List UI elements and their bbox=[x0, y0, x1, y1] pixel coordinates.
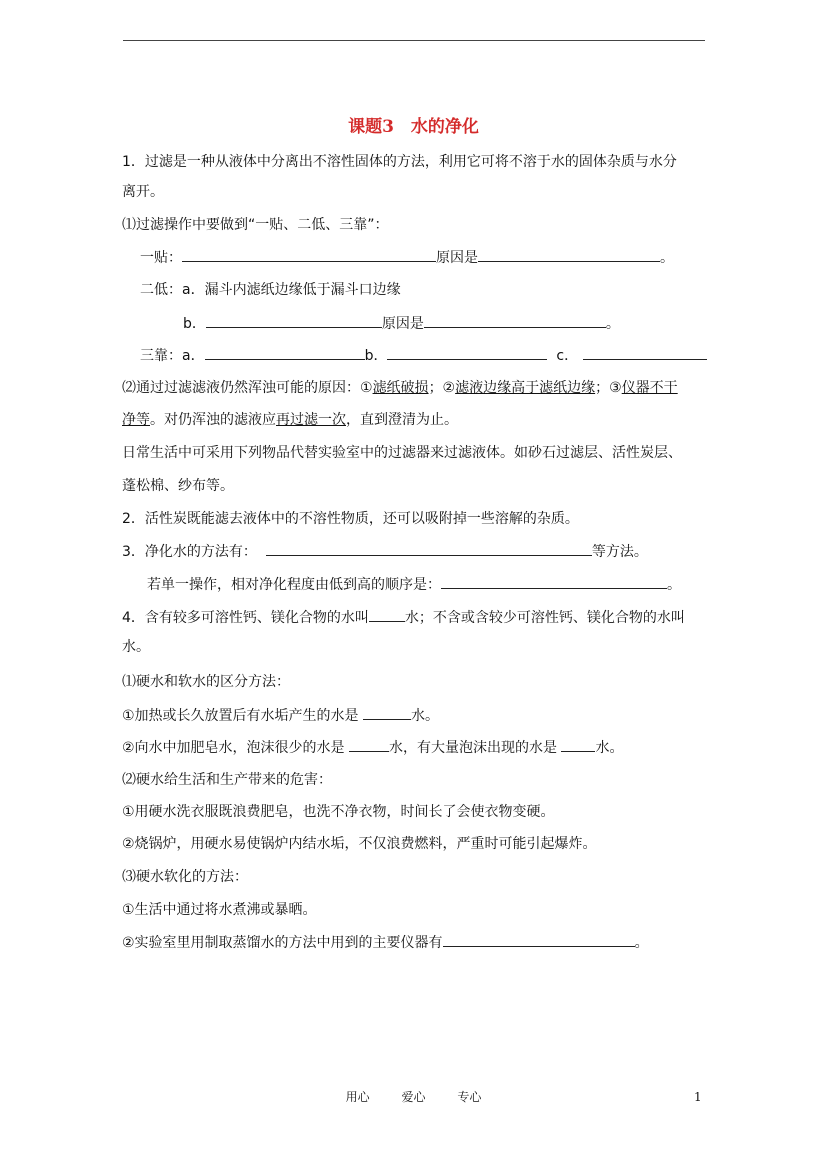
q4-s3b: ②实验室里用制取蒸馏水的方法中用到的主要仪器有 。 bbox=[122, 932, 649, 953]
blank-q4-s1b-2[interactable] bbox=[561, 737, 595, 752]
header-rule bbox=[123, 40, 705, 41]
q4-s3: ⑶硬水软化的方法： bbox=[122, 869, 248, 885]
page-title: 课题3 水的净化 bbox=[348, 117, 479, 137]
q1-erdi-a: 二低：a．漏斗内滤纸边缘低于漏斗口边缘 bbox=[140, 282, 401, 298]
daily-line-2: 蓬松棉、纱布等。 bbox=[122, 478, 234, 494]
blank-sankao-a[interactable] bbox=[205, 345, 365, 360]
q1-sub2-line-1: ⑵通过过滤滤液仍然浑浊可能的原因：①滤纸破损；②滤液边缘高于滤纸边缘；③仪器不干 bbox=[122, 380, 678, 396]
q4-s1a: ①加热或长久放置后有水垢产生的水是 水。 bbox=[122, 705, 439, 726]
blank-yitie-reason[interactable] bbox=[478, 247, 660, 262]
q1-yitie: 一贴： 原因是 。 bbox=[140, 247, 674, 268]
q3-line-2: 若单一操作，相对净化程度由低到高的顺序是： 。 bbox=[147, 574, 681, 595]
daily-line-1: 日常生活中可采用下列物品代替实验室中的过滤器来过滤液体。如砂石过滤层、活性炭层、 bbox=[122, 445, 682, 461]
q4-s1: ⑴硬水和软水的区分方法： bbox=[122, 674, 290, 690]
blank-q4-hard[interactable] bbox=[369, 607, 405, 622]
blank-sankao-b[interactable] bbox=[387, 345, 547, 360]
footer-text-3: 专心 bbox=[457, 1090, 482, 1104]
q1-sub2-line-2: 净等。对仍浑浊的滤液应再过滤一次，直到澄清为止。 bbox=[122, 412, 458, 428]
q1-sub1: ⑴过滤操作中要做到“一贴、二低、三靠”： bbox=[122, 217, 389, 233]
blank-q4-s1b-1[interactable] bbox=[349, 737, 389, 752]
blank-yitie[interactable] bbox=[182, 247, 436, 262]
cause-2: 滤液边缘高于滤纸边缘 bbox=[455, 380, 596, 396]
q4-s1b: ②向水中加肥皂水，泡沫很少的水是 水，有大量泡沫出现的水是 水。 bbox=[122, 737, 623, 758]
q4-s2b: ②烧锅炉，用硬水易使锅炉内结水垢，不仅浪费燃料，严重时可能引起爆炸。 bbox=[122, 836, 597, 852]
cause-3-b: 净等 bbox=[122, 412, 150, 428]
q1-erdi-b: b． 原因是 。 bbox=[183, 313, 620, 334]
q2-text: 2．活性炭既能滤去液体中的不溶性物质，还可以吸附掉一些溶解的杂质。 bbox=[122, 511, 579, 527]
q4-line-2: 水。 bbox=[122, 639, 150, 655]
cause-1: 滤纸破损 bbox=[372, 380, 429, 396]
footer-text-2: 爱心 bbox=[401, 1090, 426, 1104]
q3-line-1: 3．净化水的方法有： 等方法。 bbox=[122, 541, 648, 562]
q4-s2a: ①用硬水洗衣服既浪费肥皂，也洗不净衣物，时间长了会使衣物变硬。 bbox=[122, 804, 555, 820]
cause-3-a: 仪器不干 bbox=[621, 380, 678, 396]
q4-s2: ⑵硬水给生活和生产带来的危害： bbox=[122, 772, 332, 788]
blank-q4-s1a[interactable] bbox=[363, 705, 411, 720]
q1-line-1: 1．过滤是一种从液体中分离出不溶性固体的方法，利用它可将不溶于水的固体杂质与水分 bbox=[122, 154, 677, 170]
footer-text-1: 用心 bbox=[345, 1090, 370, 1104]
blank-erdi-b[interactable] bbox=[206, 313, 382, 328]
q1-sankao: 三靠：a． b． c． bbox=[140, 345, 707, 366]
blank-sankao-c[interactable] bbox=[583, 345, 707, 360]
q1-line-2: 离开。 bbox=[122, 184, 164, 200]
blank-q4-s3b[interactable] bbox=[443, 932, 635, 947]
blank-erdi-b-reason[interactable] bbox=[424, 313, 606, 328]
page-footer bbox=[0, 1088, 827, 1105]
q4-line-1: 4．含有较多可溶性钙、镁化合物的水叫 水；不含或含较少可溶性钙、镁化合物的水叫 bbox=[122, 607, 685, 628]
blank-q3-order[interactable] bbox=[441, 574, 667, 589]
q4-s3a: ①生活中通过将水煮沸或暴晒。 bbox=[122, 902, 317, 918]
blank-q3-methods[interactable] bbox=[266, 541, 592, 556]
refilter-text: 再过滤一次 bbox=[276, 412, 346, 428]
page-number: 1 bbox=[694, 1090, 702, 1104]
